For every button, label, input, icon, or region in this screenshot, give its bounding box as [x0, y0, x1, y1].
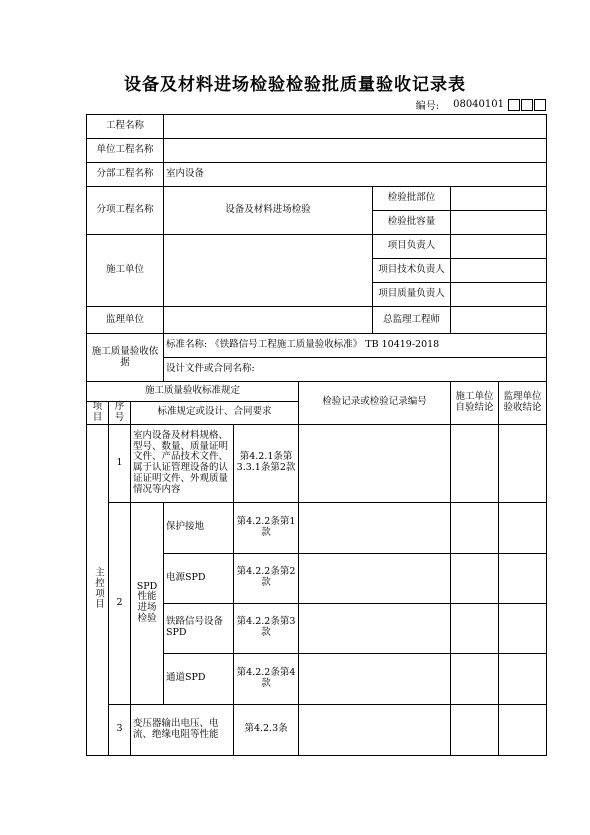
standard-name: 标准名称: 《铁路信号工程施工质量验收标准》 TB 10419-2018: [164, 334, 547, 358]
quality-leader-label: 项目质量负责人: [373, 283, 451, 307]
item-2d-record[interactable]: [299, 653, 451, 704]
inspection-record-header: 检验记录或检验记录编号: [299, 382, 451, 425]
page-title: 设备及材料进场检验检验批质量验收记录表: [124, 75, 466, 95]
project-name-field[interactable]: [164, 115, 547, 139]
item-2a-supervision[interactable]: [499, 502, 547, 553]
batch-location-field[interactable]: [451, 187, 547, 211]
item-1-seq: 1: [109, 424, 131, 502]
item-3-clause: 第4.2.3条: [234, 704, 299, 755]
sub-project-name-value[interactable]: 室内设备: [164, 163, 547, 187]
item-1-self-check[interactable]: [451, 424, 499, 502]
item-project-name-value[interactable]: 设备及材料进场检验: [164, 187, 373, 235]
code-label: 编号:: [415, 101, 440, 112]
batch-capacity-label: 检验批容量: [373, 211, 451, 235]
item-2a-record[interactable]: [299, 502, 451, 553]
item-2d-name: 通道SPD: [164, 653, 234, 704]
item-2-group: SPD性能进场检验: [131, 502, 164, 704]
design-docs-field[interactable]: 设计文件或合同名称:: [164, 358, 547, 382]
item-2b-self-check[interactable]: [451, 553, 499, 603]
unit-project-name-field[interactable]: [164, 139, 547, 163]
chief-supervisor-label: 总监理工程师: [373, 307, 451, 334]
item-project-name-label: 分项工程名称: [87, 187, 164, 235]
quality-leader-field[interactable]: [451, 283, 547, 307]
standard-or-design-header: 标准规定或设计、合同要求: [131, 402, 299, 425]
project-leader-label: 项目负责人: [373, 235, 451, 259]
code-box-1[interactable]: [508, 99, 520, 111]
item-2b-record[interactable]: [299, 553, 451, 603]
project-name-label: 工程名称: [87, 115, 164, 139]
record-code: [416, 97, 546, 112]
sub-project-name-label: 分部工程名称: [87, 163, 164, 187]
item-2a-clause: 第4.2.2条第1款: [234, 502, 299, 553]
item-3-seq: 3: [109, 704, 131, 755]
construction-self-check-header: 施工单位自验结论: [451, 382, 499, 425]
item-2d-self-check[interactable]: [451, 653, 499, 704]
item-2b-supervision[interactable]: [499, 553, 547, 603]
item-3-supervision[interactable]: [499, 704, 547, 755]
item-2c-clause: 第4.2.2条第3款: [234, 603, 299, 653]
item-1-desc: 室内设备及材料规格、型号、数量、质量证明文件、产品技术文件、属于认证管理设备的认证证明文件、外观质量情况等内容: [131, 424, 234, 502]
code-box-2[interactable]: [521, 99, 533, 111]
construction-unit-label: 施工单位: [87, 235, 164, 307]
project-leader-field[interactable]: [451, 235, 547, 259]
chief-supervisor-field[interactable]: [451, 307, 547, 334]
supervision-unit-field[interactable]: [164, 307, 373, 334]
item-2b-clause: 第4.2.2条第2款: [234, 553, 299, 603]
item-1-record[interactable]: [299, 424, 451, 502]
item-2b-name: 电源SPD: [164, 553, 234, 603]
code-number: 08040101: [453, 99, 504, 110]
item-header: 项目: [87, 402, 109, 425]
item-2c-record[interactable]: [299, 603, 451, 653]
item-2c-supervision[interactable]: [499, 603, 547, 653]
item-2d-supervision[interactable]: [499, 653, 547, 704]
code-box-3[interactable]: [534, 99, 546, 111]
construction-unit-field[interactable]: [164, 235, 373, 307]
supervision-conclusion-header: 监理单位验收结论: [499, 382, 547, 425]
item-3-record[interactable]: [299, 704, 451, 755]
item-2c-self-check[interactable]: [451, 603, 499, 653]
item-2d-clause: 第4.2.2条第4款: [234, 653, 299, 704]
seq-header: 序号: [109, 402, 131, 425]
supervision-unit-label: 监理单位: [87, 307, 164, 334]
tech-leader-label: 项目技术负责人: [373, 259, 451, 283]
item-1-clause: 第4.2.1条第3.3.1条第2款: [234, 424, 299, 502]
unit-project-name-label: 单位工程名称: [87, 139, 164, 163]
item-2a-name: 保护接地: [164, 502, 234, 553]
tech-leader-field[interactable]: [451, 259, 547, 283]
item-3-self-check[interactable]: [451, 704, 499, 755]
quality-standard-header: 施工质量验收标准规定: [87, 382, 299, 402]
item-3-desc: 变压器输出电压、电流、绝缘电阻等性能: [131, 704, 234, 755]
item-2-seq: 2: [109, 502, 131, 704]
batch-location-label: 检验批部位: [373, 187, 451, 211]
item-1-supervision[interactable]: [499, 424, 547, 502]
item-2c-name: 铁路信号设备SPD: [164, 603, 234, 653]
batch-capacity-field[interactable]: [451, 211, 547, 235]
main-control-label: 主控项目: [87, 424, 109, 755]
acceptance-basis-label: 施工质量验收依据: [87, 334, 164, 382]
inspection-form: [86, 114, 547, 756]
item-2a-self-check[interactable]: [451, 502, 499, 553]
